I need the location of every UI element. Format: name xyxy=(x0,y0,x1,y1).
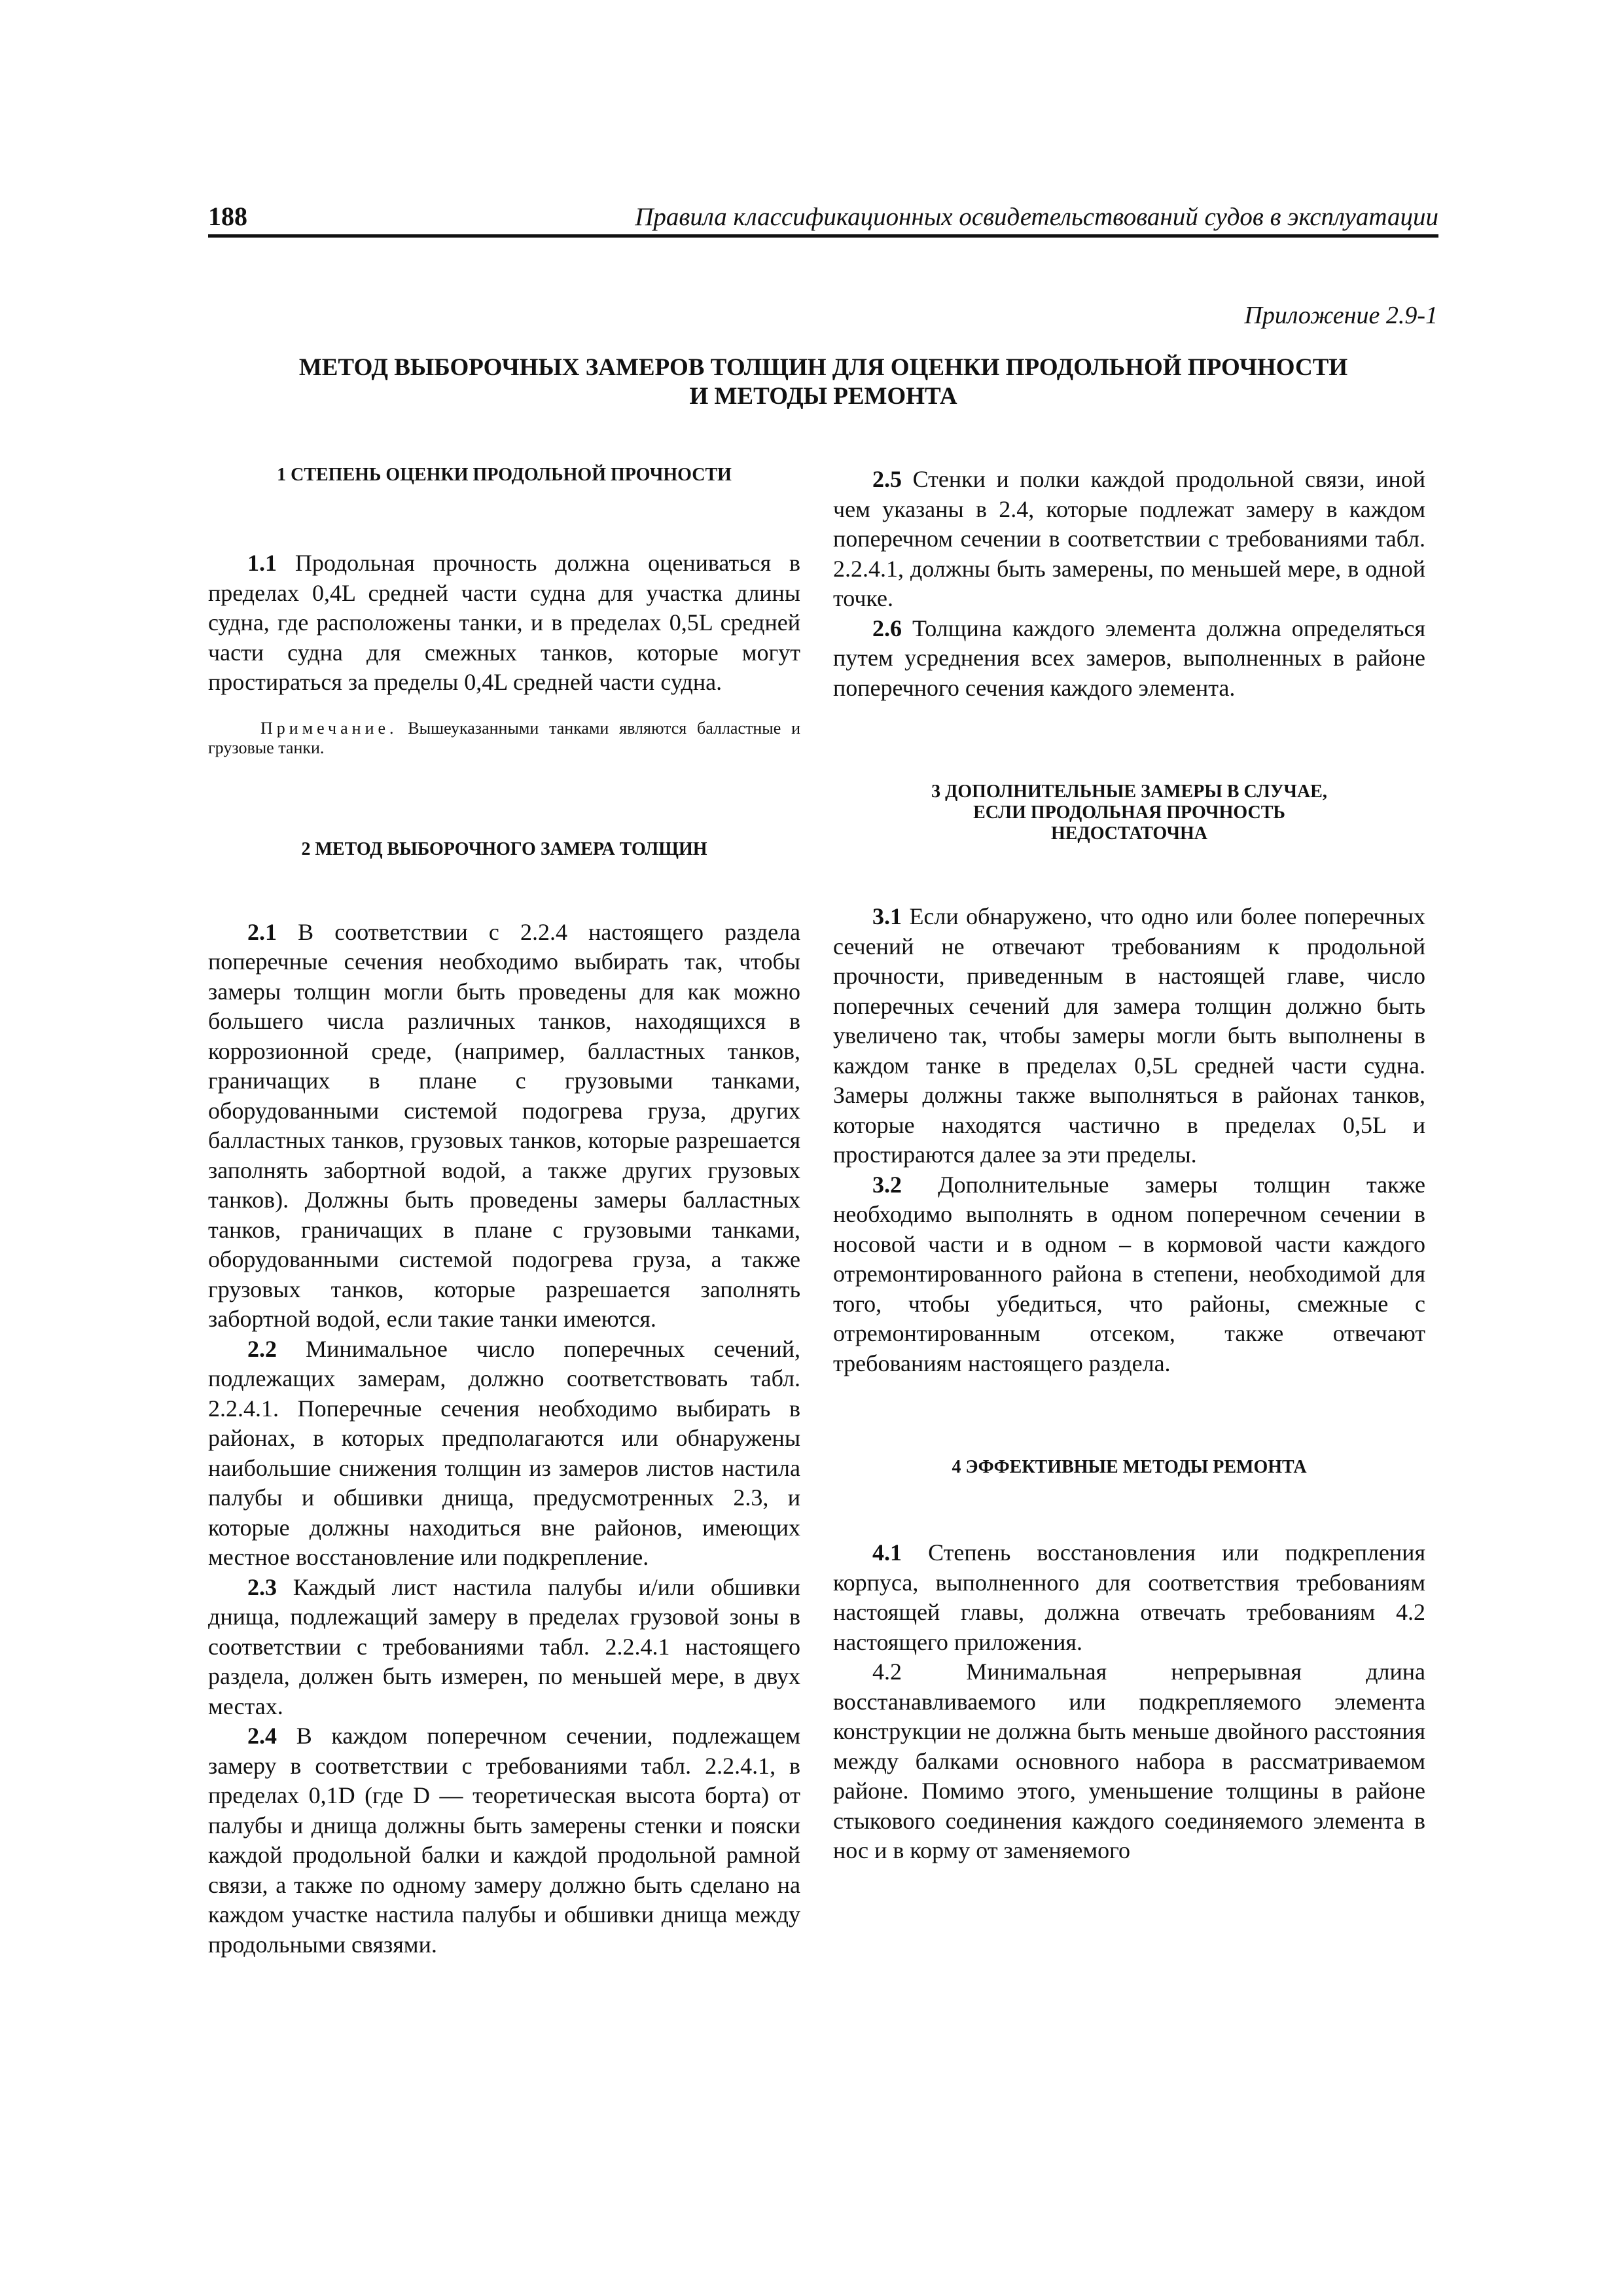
paragraph-3-2 xyxy=(833,1170,1425,1379)
document-title-line-2: И МЕТОДЫ РЕМОНТА xyxy=(689,383,957,410)
paragraph-number: 3.2 xyxy=(872,1171,902,1198)
paragraph-2-3 xyxy=(208,1573,800,1722)
paragraph-4-2 xyxy=(833,1657,1425,1866)
note-label: Примечание. xyxy=(260,718,398,738)
paragraph-number: 2.6 xyxy=(872,615,902,641)
paragraph-text: Степень восстановления или подкрепления корпуса, выполненного для соответствия требованиям настоящей главы, должна отвечать требованиям 4.2 настоящего приложения. xyxy=(833,1539,1425,1655)
document-title xyxy=(208,353,1438,411)
paragraph-text: В каждом поперечном сечении, подлежащем замеру в соответствии с требованиями табл. 2.2.4.1, в пределах 0,1D (где D — теоретическая высота борта) от палубы и днища должны быть замерены стенки и пояски каждой продольной балки и каждой продольной рамной связи, а также по одному замеру должно быть сделано на каждом участке настила палубы и обшивки днища между продольными связями. xyxy=(208,1723,800,1958)
section-1-heading: 1 СТЕПЕНЬ ОЦЕНКИ ПРОДОЛЬНОЙ ПРОЧНОСТИ xyxy=(277,465,732,485)
section-3-heading-line-1: 3 ДОПОЛНИТЕЛЬНЫЕ ЗАМЕРЫ В СЛУЧАЕ, xyxy=(931,781,1327,802)
paragraph-number: 4.1 xyxy=(872,1539,902,1566)
section-4-heading: 4 ЭФФЕКТИВНЫЕ МЕТОДЫ РЕМОНТА xyxy=(952,1457,1307,1477)
note-text: Вышеуказанными танками являются балластные и грузовые танки. xyxy=(208,718,800,757)
running-title: Правила классификационных освидетельствований судов в эксплуатации xyxy=(635,203,1438,231)
paragraph-text: Стенки и полки каждой продольной связи, иной чем указаны в 2.4, которые подлежат замеру в каждом поперечном сечении в соответствии с требованиями табл. 2.2.4.1, должны быть замерены, по меньшей мере, в одной точке. xyxy=(833,466,1425,611)
paragraph-number: 2.2 xyxy=(247,1335,277,1362)
paragraph-text: Толщина каждого элемента должна определяться путем усреднения всех замеров, выполненных в районе поперечного сечения каждого элемента. xyxy=(833,615,1425,701)
paragraph-text: Минимальная непрерывная длина восстанавливаемого или подкрепляемого элемента конструкции не должна быть меньше двойного расстояния между балками основного набора в рассматриваемом районе. Помимо этого, уменьшение толщины в районе стыкового соединения каждого соединяемого элемента в нос и в корму от заменяемого xyxy=(833,1659,1425,1863)
document-title-line-1: МЕТОД ВЫБОРОЧНЫХ ЗАМЕРОВ ТОЛЩИН ДЛЯ ОЦЕНКИ ПРОДОЛЬНОЙ ПРОЧНОСТИ xyxy=(298,354,1348,381)
paragraph-2-1 xyxy=(208,918,800,1335)
paragraph-2-4 xyxy=(208,1721,800,1960)
paragraph-number: 2.1 xyxy=(247,918,277,945)
paragraph-text: Если обнаружено, что одно или более поперечных сечений не отвечают требованиям к продольной прочности, приведенным в настоящей главе, число поперечных сечений для замера толщин должно быть увеличено так, чтобы замеры могли быть выполнены в каждом танке в пределах 0,5L средней части судна. Замеры должны также выполняться в районах танков, которые находятся частично в пределах 0,5L и простираются далее за эти пределы. xyxy=(833,903,1425,1168)
appendix-label: Приложение 2.9-1 xyxy=(1244,302,1438,329)
paragraph-text: Дополнительные замеры толщин также необходимо выполнять в одном поперечном сечении в носовой части и в одном – в кормовой части каждого отремонтированного района в степени, необходимой для того, чтобы убедиться, что районы, смежные с отремонтированным отсеком, также отвечают требованиям настоящего раздела. xyxy=(833,1171,1425,1376)
paragraph-3-1 xyxy=(833,902,1425,1170)
paragraph-number: 4.2 xyxy=(872,1659,902,1685)
left-column xyxy=(208,465,800,1960)
paragraph-text: Каждый лист настила палубы и/или обшивки днища, подлежащий замеру в пределах грузовой зоны в соответствии с требованиями табл. 2.2.4.1 настоящего раздела, должен быть измерен, по меньшей мере, в двух местах. xyxy=(208,1573,800,1719)
section-3-heading xyxy=(833,781,1425,844)
page-header xyxy=(208,196,1438,238)
section-2-heading: 2 МЕТОД ВЫБОРОЧНОГО ЗАМЕРА ТОЛЩИН xyxy=(301,838,707,859)
paragraph-text: В соответствии с 2.2.4 настоящего раздела поперечные сечения необходимо выбирать так, чтобы замеры толщин могли быть проведены для как можно большего числа различных танков, находящихся в коррозионной среде, (например, балластных танков, граничащих в плане с грузовыми танками, оборудованными системой подогрева груза, других балластных танков, грузовых танков, которые разрешается заполнять забортной водой, а также других грузовых танков). Должны быть проведены замеры балластных танков, граничащих в плане с грузовыми танками, оборудованными системой подогрева груза, а также грузовых танков, которые разрешается заполнять забортной водой, если такие танки имеются. xyxy=(208,918,800,1332)
paragraph-2-5 xyxy=(833,465,1425,614)
section-3-heading-line-2: ЕСЛИ ПРОДОЛЬНАЯ ПРОЧНОСТЬ xyxy=(973,802,1285,823)
right-column xyxy=(833,465,1425,1866)
paragraph-number: 1.1 xyxy=(247,550,277,576)
paragraph-1-1 xyxy=(208,548,800,698)
section-3-heading-line-3: НЕДОСТАТОЧНА xyxy=(1050,823,1208,844)
paragraph-2-2 xyxy=(208,1335,800,1573)
paragraph-2-6 xyxy=(833,614,1425,704)
paragraph-number: 2.4 xyxy=(247,1723,277,1749)
page-number: 188 xyxy=(208,202,247,231)
note xyxy=(208,719,800,758)
paragraph-number: 2.5 xyxy=(872,466,902,492)
paragraph-text: Минимальное число поперечных сечений, подлежащих замерам, должно соответствовать табл. 2.2.4.1. Поперечные сечения необходимо выбирать в районах, в которых предполагаются или обнаружены наибольшие снижения толщин из замеров листов настила палубы и обшивки днища, предусмотренных 2.3, и которые должны находиться вне районов, имеющих местное восстановление или подкрепление. xyxy=(208,1335,800,1570)
paragraph-text: Продольная прочность должна оцениваться в пределах 0,4L средней части судна для участка длины судна, где расположены танки, и в пределах 0,5L средней части судна для смежных танков, которые могут простираться за пределы 0,4L средней части судна. xyxy=(208,550,800,695)
paragraph-number: 3.1 xyxy=(872,903,902,929)
paragraph-number: 2.3 xyxy=(247,1573,277,1600)
paragraph-4-1 xyxy=(833,1538,1425,1657)
